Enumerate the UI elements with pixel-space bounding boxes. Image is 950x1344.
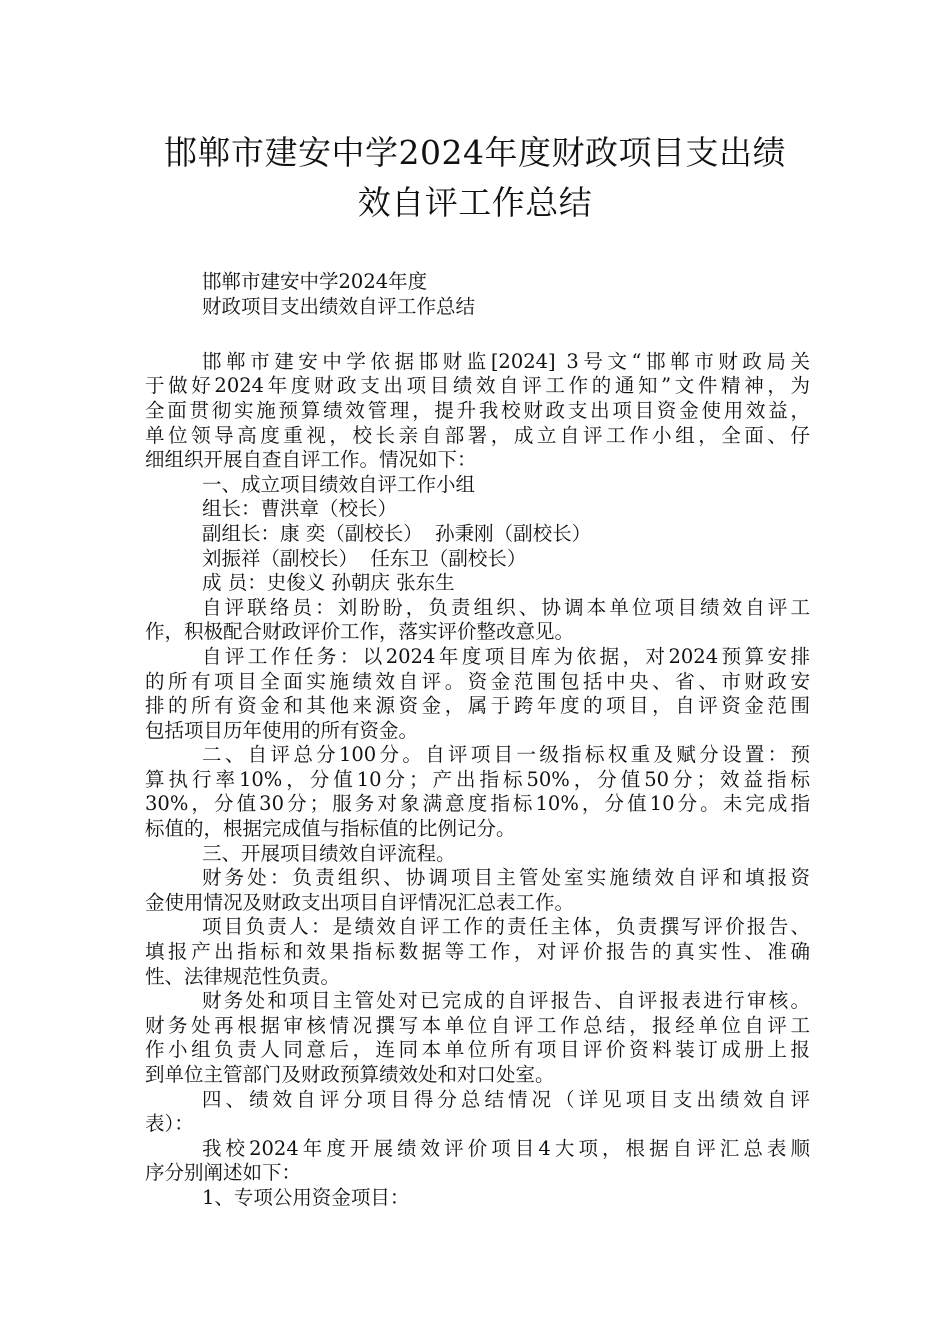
paragraph-line: 性、法律规范性负责。: [145, 964, 341, 988]
paragraph-line: 刘振祥（副校长） 任东卫（副校长）: [202, 546, 527, 570]
paragraph-line: 邯郸市建安中学依据邯财监[2024] 3号文“邯郸市财政局关: [202, 349, 810, 373]
paragraph-line: 算执行率10%，分值10分；产出指标50%，分值50分；效益指标: [145, 767, 810, 791]
section-heading: 二、自评总分100分。自评项目一级指标权重及赋分设置：预: [202, 743, 810, 767]
paragraph-line: 30%，分值30分；服务对象满意度指标10%，分值10分。未完成指: [145, 792, 810, 816]
document-title-line-1: 邯郸市建安中学2024年度财政项目支出绩: [164, 133, 786, 172]
subheading-line-1: 邯郸市建安中学2024年度: [202, 270, 428, 293]
paragraph-line: 副组长：康 奕（副校长） 孙秉刚（副校长）: [202, 521, 592, 545]
paragraph-line: 于做好2024年度财政支出项目绩效自评工作的通知”文件精神，为: [145, 374, 810, 398]
paragraph-line: 填报产出指标和效果指标数据等工作，对评价报告的真实性、准确: [145, 940, 810, 964]
document-title-line-2: 效自评工作总结: [357, 183, 593, 222]
paragraph-line: 作，积极配合财政评价工作，落实评价整改意见。: [145, 620, 575, 644]
paragraph-line: 细组织开展自查自评工作。情况如下：: [145, 448, 477, 472]
paragraph-line: 标值的，根据完成值与指标值的比例记分。: [145, 817, 516, 841]
paragraph-line: 财务处：负责组织、协调项目主管处室实施绩效自评和填报资: [202, 866, 810, 890]
document-body: [145, 270, 810, 1211]
section-heading: 一、成立项目绩效自评工作小组: [202, 472, 476, 496]
paragraph-line: 财务处和项目主管处对已完成的自评报告、自评报表进行审核。: [202, 989, 810, 1013]
section-heading: 四、绩效自评分项目得分总结情况（详见项目支出绩效自评: [202, 1087, 810, 1111]
section-heading: 三、开展项目绩效自评流程。: [202, 841, 456, 865]
paragraph-line: 到单位主管部门及财政预算绩效处和对口处室。: [145, 1063, 555, 1086]
paragraph-line: 自评工作任务：以2024年度项目库为依据，对2024预算安排: [202, 644, 810, 668]
paragraph-line: 财务处再根据审核情况撰写本单位自评工作总结，报经单位自评工: [145, 1013, 810, 1037]
paragraph-line: 自评联络员：刘盼盼，负责组织、协调本单位项目绩效自评工: [202, 595, 810, 619]
paragraph-line: 我校2024年度开展绩效评价项目4大项，根据自评汇总表顺: [202, 1136, 810, 1160]
subsection-heading: 1、专项公用资金项目：: [202, 1185, 410, 1209]
paragraph-line: 成 员：史俊义 孙朝庆 张东生: [202, 571, 455, 595]
paragraph-line: 组长：曹洪章（校长）: [202, 497, 398, 521]
paragraph-line: 单位领导高度重视，校长亲自部署，成立自评工作小组，全面、仔: [145, 423, 810, 447]
paragraph-line: 作小组负责人同意后，连同本单位所有项目评价资料装订成册上报: [145, 1038, 810, 1062]
paragraph-line: 全面贯彻实施预算绩效管理，提升我校财政支出项目资金使用效益，: [145, 398, 810, 422]
subheading-line-2: 财政项目支出绩效自评工作总结: [202, 294, 476, 318]
paragraph-line: 排的所有资金和其他来源资金，属于跨年度的项目，自评资金范围: [145, 694, 810, 718]
paragraph-line: 序分别阐述如下：: [145, 1161, 302, 1185]
paragraph-line: 项目负责人：是绩效自评工作的责任主体，负责撰写评价报告、: [202, 915, 810, 939]
paragraph-line: 包括项目历年使用的所有资金。: [145, 718, 419, 742]
paragraph-line: 金使用情况及财政支出项目自评情况汇总表工作。: [145, 890, 575, 914]
paragraph-line: 表）：: [145, 1112, 194, 1136]
paragraph-line: 的所有项目全面实施绩效自评。资金范围包括中央、省、市财政安: [145, 669, 810, 693]
